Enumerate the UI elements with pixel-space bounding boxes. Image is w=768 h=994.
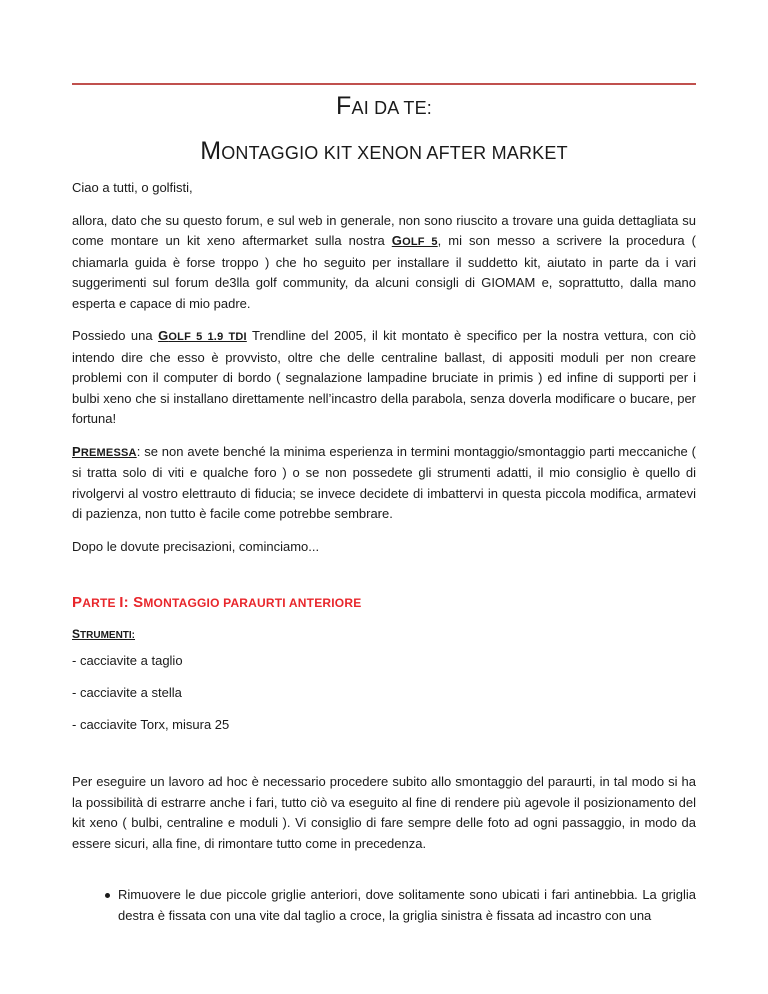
strumenti-heading <box>72 627 135 641</box>
intro-body <box>72 178 696 569</box>
intro-text-b: , mi son messo a scrivere la procedura ( chiamarla guida è forse troppo ) che ho seguito per installare il suddetto kit, aiutato in parte da i vari suggerimenti sul forum de3lla golf community, da alcuni consigli di GIOMAM e, soprattutto, dalla mano esperta e capace di mio padre. <box>72 233 696 311</box>
intro-paragraph <box>72 211 696 315</box>
golf-tdi-cap: G <box>158 328 169 343</box>
golf-tdi-rest: OLF 5 1.9 TDI <box>168 331 247 343</box>
section-cap-2: I: S <box>119 594 144 611</box>
tool-item: - cacciavite a taglio <box>72 653 183 668</box>
intro-text-a: allora, dato che su questo forum, e sul web in generale, non sono riuscito a trovare una guida dettagliata su come montare un kit xeno aftermarket sulla nostra <box>72 212 696 248</box>
title-line-2-rest: ONTAGGIO KIT XENON AFTER MARKET <box>221 143 568 163</box>
title-line-1-rest: AI DA TE: <box>351 98 432 118</box>
header-rule <box>72 83 696 85</box>
title-line-2 <box>72 137 696 166</box>
tool-item: - cacciavite a stella <box>72 685 182 700</box>
premessa-cap: P <box>72 443 81 459</box>
section-rest-1: ARTE <box>82 596 120 610</box>
premessa-paragraph <box>72 442 696 525</box>
golf-tdi-label <box>158 328 247 343</box>
title-line-1-cap: F <box>336 92 352 120</box>
car-text-a: Possiedo una <box>72 328 159 343</box>
car-paragraph <box>72 326 696 430</box>
greeting-paragraph: Ciao a tutti, o golfisti, <box>72 180 193 195</box>
golf-5-rest: OLF 5 <box>402 236 438 248</box>
section-rest-2: MONTAGGIO PARAURTI ANTERIORE <box>143 596 362 610</box>
section-heading <box>72 594 361 611</box>
title-line-2-cap: M <box>200 137 222 165</box>
start-paragraph: Dopo le dovute precisazioni, cominciamo... <box>72 538 320 554</box>
bullet-item-text: Rimuovere le due piccole griglie anteriori, dove solitamente sono ubicati i fari antinebbia. La griglia destra è fissata con una vite dal taglio a croce, la griglia sinistra è fissata ad incastro con una <box>118 887 696 923</box>
premessa-label <box>72 443 137 459</box>
tool-item: - cacciavite Torx, misura 25 <box>72 717 230 732</box>
section-cap-1: P <box>72 594 83 611</box>
strumenti-cap: S <box>72 627 81 641</box>
premessa-rest: REMESSA <box>80 446 137 459</box>
bullet-dot <box>105 893 110 898</box>
car-text-b: Trendline del 2005, il kit montato è specifico per la nostra vettura, con ciò intendo dire che esso è provvisto, oltre che delle centraline ballast, di appositi moduli per non creare problemi con il computer di bordo ( segnalazione lampadine bruciate in primis ) ed infine di supporti per i bulbi xeno che si installano direttamente nell’incastro della parabola, senza doverla modificare o bucare, per fortuna! <box>72 328 696 426</box>
golf-5-label <box>391 233 438 248</box>
procedure-paragraph: Per eseguire un lavoro ad hoc è necessario procedere subito allo smontaggio del paraurti, in tal modo si ha la possibilità di estrarre anche i fari, tutto ciò va eseguito al fine di rendere più agevole il posizionamento del kit xeno ( bulbi, centraline e moduli ). Vi consiglio di fare sempre delle foto ad ogni passaggio, in modo da essere sicuri, alla fine, di rimontare tutto come in precedenza. <box>72 774 696 851</box>
strumenti-rest: TRUMENTI: <box>80 630 136 641</box>
title-line-1 <box>72 92 696 121</box>
golf-5-cap: G <box>391 233 403 248</box>
premessa-text: : se non avete benché la minima esperienza in termini montaggio/smontaggio parti meccaniche ( si tratta solo di viti e qualche foro ) o se non possedete gli strumenti adatti, il mio consiglio è quello di rivolgervi al vostro elettrauto di fiducia; se invece decidete di imbattervi in questa piccola modifica, armatevi di pazienza, non tutto è facile come potrebbe sembrare. <box>72 443 696 521</box>
